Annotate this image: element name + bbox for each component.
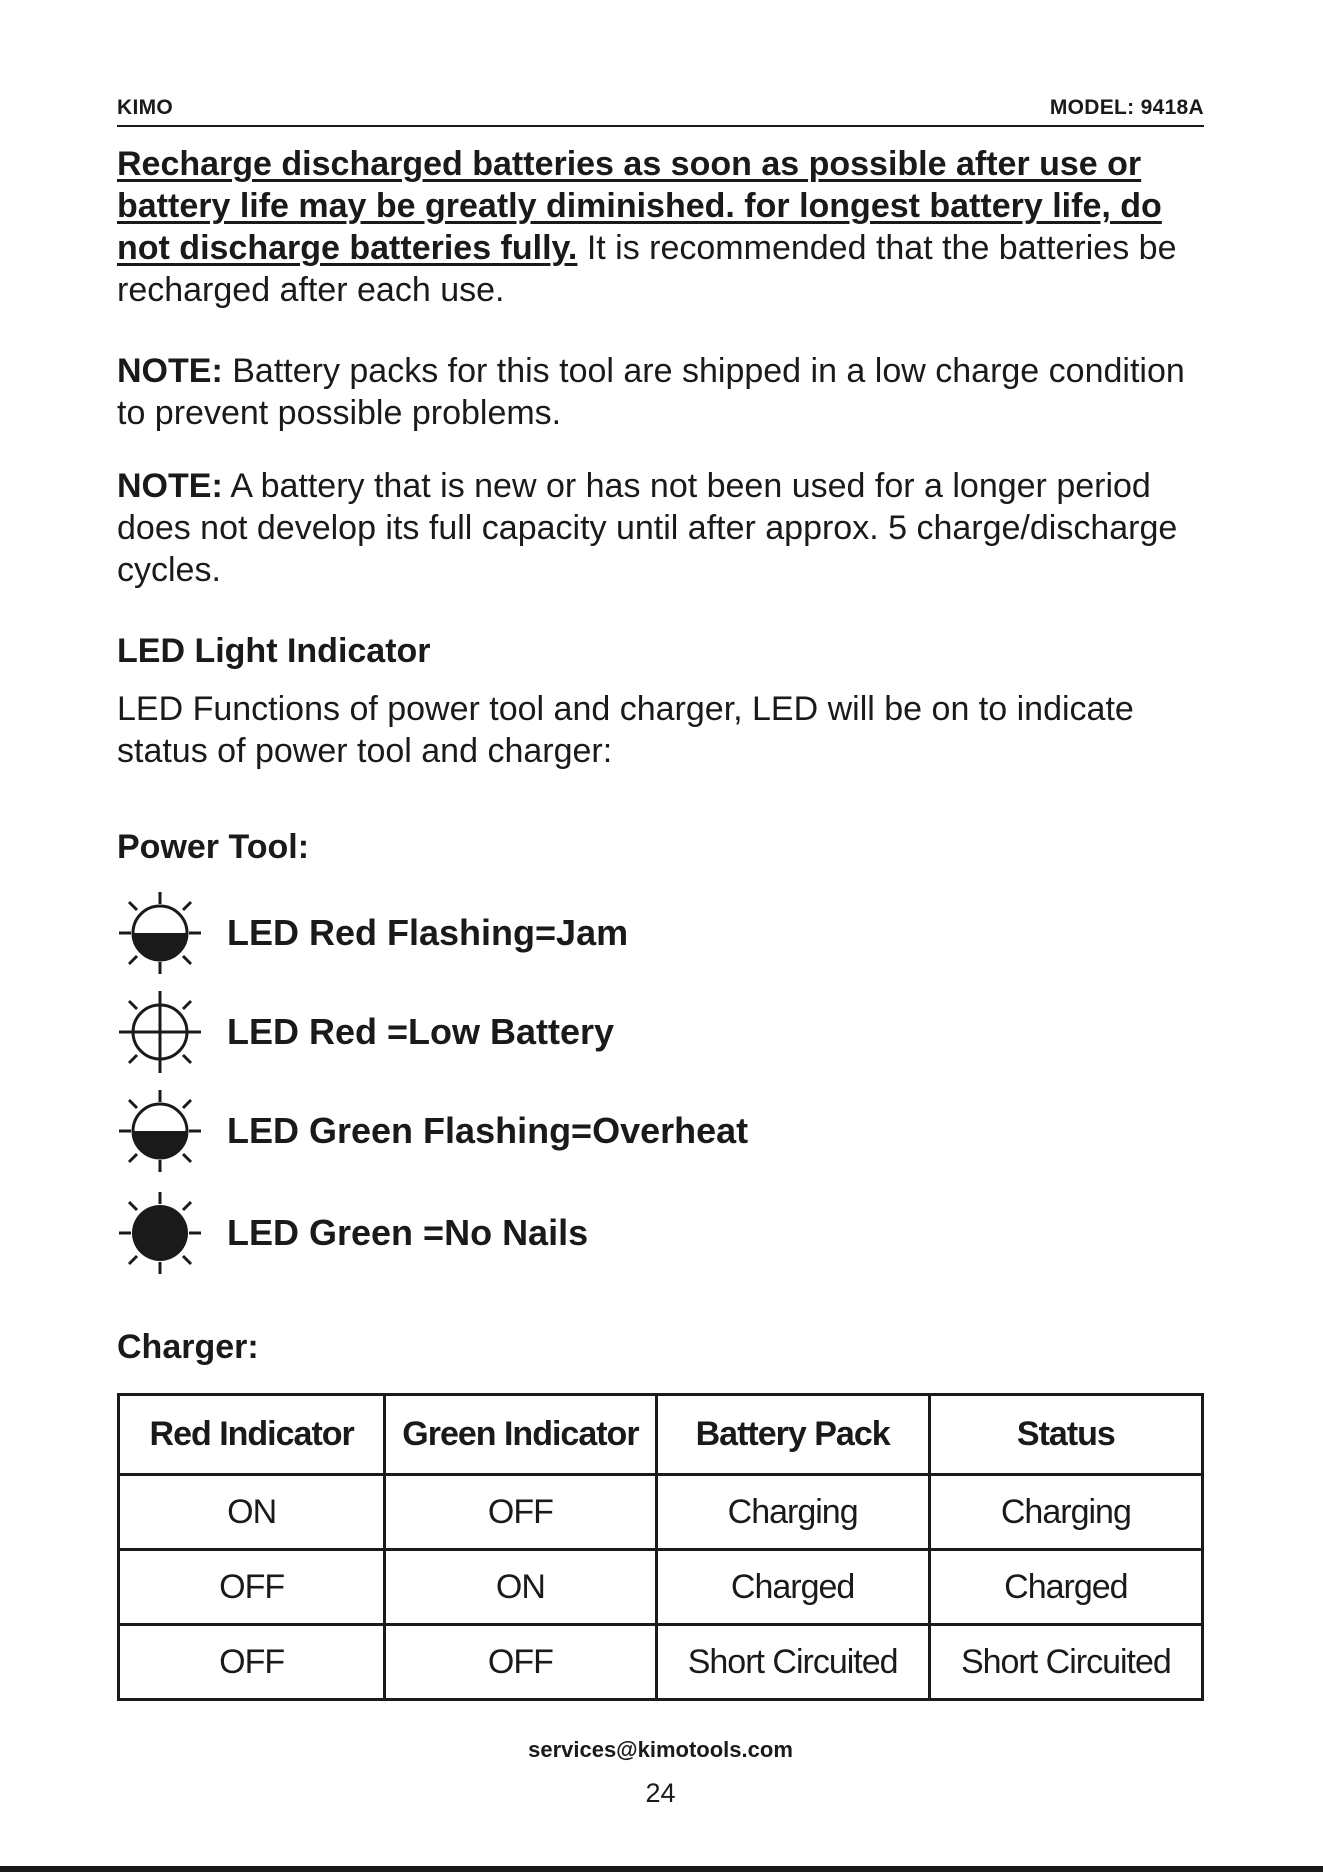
battery-warning: Recharge discharged batteries as soon as possible after use or battery life may be greatly diminished. for longest battery life, do not discharge batteries fully. [117, 145, 1162, 267]
power-tool-item-overheat [117, 1088, 748, 1174]
led-section-title: LED Light Indicator [117, 632, 431, 670]
table-cell: ON [119, 1475, 385, 1550]
brand-name: KIMO [117, 96, 174, 119]
table-row [119, 1550, 1203, 1625]
table-cell: Charged [929, 1550, 1202, 1625]
charger-title: Charger: [117, 1328, 259, 1366]
table-cell: Charged [656, 1550, 929, 1625]
led-solid-icon [117, 1190, 203, 1276]
note-text: A battery that is new or has not been used for a longer period does not develop its full capacity until after approx. 5 charge/discharge cycles. [117, 467, 1178, 589]
led-half-flashing-icon [117, 1088, 203, 1174]
table-header-row [119, 1395, 1203, 1475]
intro-paragraph [117, 143, 1217, 311]
power-tool-item-jam [117, 890, 628, 976]
note-label: NOTE: [117, 467, 223, 505]
led-crosshair-icon [117, 989, 203, 1075]
bottom-edge-bar [0, 1866, 1323, 1872]
power-tool-item-no-nails [117, 1190, 588, 1276]
table-cell: ON [385, 1550, 656, 1625]
table-cell: OFF [385, 1475, 656, 1550]
power-tool-item-label: LED Green =No Nails [227, 1212, 589, 1253]
note-text: Battery packs for this tool are shipped in a low charge condition to prevent possible problems. [117, 352, 1185, 432]
led-half-flashing-icon [117, 890, 203, 976]
intro-text: It is recommended that the batteries be recharged after each use. [117, 229, 1177, 309]
power-tool-title: Power Tool: [117, 828, 310, 866]
power-tool-item-label: LED Green Flashing=Overheat [227, 1110, 749, 1151]
note-shipping [117, 350, 1217, 434]
table-cell: OFF [119, 1550, 385, 1625]
table-cell: Charging [929, 1475, 1202, 1550]
power-tool-item-label: LED Red Flashing=Jam [227, 912, 629, 953]
led-section-description: LED Functions of power tool and charger, LED will be on to indicate status of power tool and charger: [117, 690, 1134, 770]
table-row [119, 1625, 1203, 1700]
table-cell: Short Circuited [929, 1625, 1202, 1700]
header-divider [117, 125, 1204, 127]
table-cell: OFF [119, 1625, 385, 1700]
note-capacity [117, 465, 1217, 591]
column-header: Green Indicator [385, 1395, 656, 1475]
page-header [117, 96, 1204, 120]
table-cell: OFF [385, 1625, 656, 1700]
support-email: services@kimotools.com [528, 1737, 793, 1762]
table-cell: Charging [656, 1475, 929, 1550]
note-label: NOTE: [117, 352, 223, 390]
power-tool-item-label: LED Red =Low Battery [227, 1011, 615, 1052]
table-cell: Short Circuited [656, 1625, 929, 1700]
model-number: MODEL: 9418A [1049, 96, 1204, 119]
column-header: Red Indicator [119, 1395, 385, 1475]
power-tool-item-low-battery [117, 989, 614, 1075]
page-number: 24 [645, 1778, 676, 1808]
column-header: Battery Pack [656, 1395, 929, 1475]
column-header: Status [929, 1395, 1202, 1475]
table-row [119, 1475, 1203, 1550]
charger-status-table [117, 1393, 1204, 1701]
